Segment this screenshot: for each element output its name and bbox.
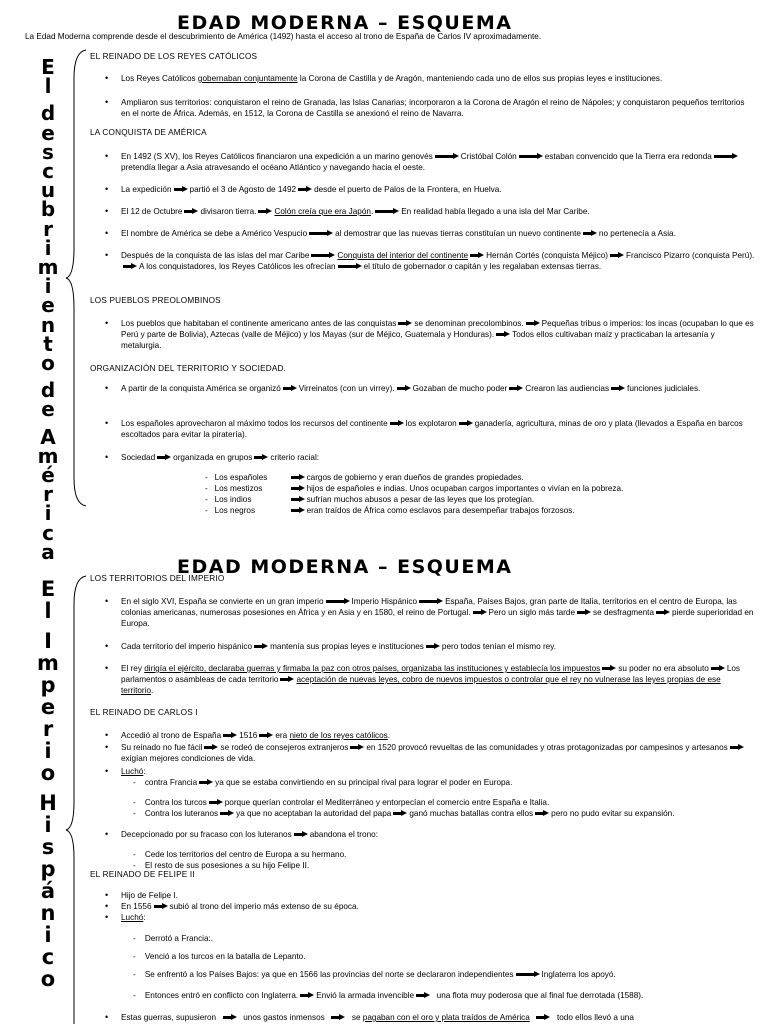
arrow-icon	[711, 665, 725, 672]
arrow-icon	[375, 208, 399, 215]
list-item: Su reinado no fue fácil se rodeó de consejeros extranjeros en 1520 provocó revueltas de las comunidades y otras protagonizadas por campesinos y artesanosexigían mejores condiciones de vida.	[121, 742, 755, 764]
group-row: - Los mestizos hijos de españoles e indias. Unos ocupaban cargos importantes o vivían en la pobreza.	[205, 484, 624, 493]
page-title: EDAD MODERNA – ESQUEMA	[177, 12, 513, 34]
vertical-letter: u	[40, 178, 56, 203]
list-item: El 12 de Octubre divisaron tierra. Colón creía que era Japón. En realidad había llegado a una isla del Mar Caribe.	[121, 207, 590, 216]
bullet: •	[105, 730, 109, 740]
bullet: •	[105, 596, 109, 606]
arrow-icon	[473, 609, 487, 616]
arrow-icon	[298, 186, 312, 193]
bullet: •	[105, 250, 109, 260]
sub-item: - Venció a los turcos en la batalla de Lepanto.	[133, 952, 306, 961]
arrow-icon	[309, 230, 333, 237]
sub-item: - Derrotó a Francia:.	[133, 934, 214, 943]
arrow-icon	[326, 598, 350, 605]
arrow-icon	[294, 831, 308, 838]
vertical-title	[33, 55, 63, 564]
bullet: •	[105, 184, 109, 194]
list-item: Después de la conquista de las islas del mar Caribe Conquista del interior del continente Hernán Cortés (conquista Méjico) Francisco Pizarro (conquista Perú).A los conquistadores, los Reyes Católicos les ofrecían el título de gobernador o capitán y les regalaban extensas tierras.	[121, 251, 755, 271]
vertical-letter: b	[40, 197, 56, 222]
arrow-icon	[291, 507, 305, 514]
vertical-letter: p	[40, 857, 56, 881]
arrow-icon	[154, 903, 168, 910]
arrow-icon	[338, 263, 362, 270]
vertical-letter: E	[40, 577, 56, 601]
arrow-icon	[291, 474, 305, 481]
vertical-letter: e	[41, 120, 55, 145]
bullet: •	[105, 901, 109, 911]
sub-item: - Entonces entró en conflicto con Inglaterra. Envió la armada invencible una flota muy poderosa que al final fue derrotada (1588).	[133, 991, 644, 1000]
section-heading-reyes: EL REINADO DE LOS REYES CATÓLICOS	[90, 52, 258, 61]
bullet: •	[105, 663, 109, 673]
page-title-2: EDAD MODERNA – ESQUEMA	[177, 556, 513, 578]
vertical-letter: n	[40, 901, 56, 925]
list-item: Luchó:	[121, 767, 146, 776]
bullet: •	[105, 318, 109, 328]
arrow-icon	[519, 153, 543, 160]
vertical-letter: A	[40, 424, 56, 449]
left-brace-2	[64, 574, 90, 1024]
vertical-letter: E	[41, 55, 55, 79]
arrow-icon	[199, 779, 213, 786]
arrow-icon	[730, 744, 744, 751]
list-item: Luchó:	[121, 913, 146, 922]
arrow-icon	[496, 331, 510, 338]
list-item: Hijo de Felipe I.	[121, 891, 178, 900]
section-heading-organizacion: ORGANIZACIÓN DEL TERRITORIO Y SOCIEDAD.	[90, 364, 287, 373]
vertical-letter: é	[41, 463, 55, 488]
vertical-letter: á	[40, 879, 56, 903]
arrow-icon	[291, 496, 305, 503]
vertical-letter: a	[41, 539, 55, 564]
sub-item: - Contra los luteranos ya que no aceptaban la autoridad del papa ganó muchas batallas contra ellos pero no pudo evitar su expansión.	[133, 809, 675, 818]
vertical-letter: n	[40, 312, 56, 337]
arrow-icon	[470, 252, 484, 259]
arrow-icon	[331, 1014, 345, 1021]
vertical-letter: i	[44, 274, 52, 299]
arrow-icon	[435, 153, 459, 160]
vertical-letter: m	[37, 255, 59, 280]
vertical-letter: i	[44, 813, 52, 837]
bullet: •	[105, 766, 109, 776]
arrow-icon	[509, 385, 523, 392]
arrow-icon	[459, 420, 473, 427]
vertical-letter: i	[44, 923, 52, 947]
list-item: Cada territorio del imperio hispánico mantenía sus propias leyes e instituciones pero todos tenían el mismo rey.	[121, 642, 556, 651]
bullet: •	[105, 151, 109, 161]
vertical-letter: i	[44, 235, 52, 260]
arrow-icon	[300, 992, 314, 999]
sub-item: - El resto de sus posesiones a su hijo Felipe II.	[133, 861, 310, 870]
section-heading-pueblos: LOS PUEBLOS PREOLOMBINOS	[90, 296, 221, 305]
vertical-letter: i	[44, 739, 52, 763]
bullet: •	[105, 829, 109, 839]
arrow-icon	[184, 208, 198, 215]
arrow-icon	[611, 385, 625, 392]
vertical-letter: c	[42, 520, 54, 545]
vertical-letter: p	[40, 673, 56, 697]
arrow-icon	[283, 385, 297, 392]
list-item: Sociedad organizada en grupos criterio racial:	[121, 453, 320, 462]
section-heading-territorios: LOS TERRITORIOS DEL IMPERIO	[90, 574, 225, 583]
vertical-letter: m	[37, 443, 59, 468]
bullet: •	[105, 73, 109, 83]
arrow-icon	[393, 810, 407, 817]
arrow-icon	[311, 252, 335, 259]
bullet: •	[105, 383, 109, 393]
list-item: La expedición partió el 3 de Agosto de 1492 desde el puerto de Palos de la Frontera, en Huelva.	[121, 185, 502, 194]
vertical-letter: d	[40, 378, 56, 403]
arrow-icon	[398, 320, 412, 327]
bullet: •	[105, 228, 109, 238]
arrow-icon	[610, 252, 624, 259]
bullet: •	[105, 418, 109, 428]
bullet: •	[105, 1012, 109, 1022]
arrow-icon	[123, 263, 137, 270]
arrow-icon	[536, 1014, 550, 1021]
arrow-icon	[397, 385, 411, 392]
vertical-letter: o	[40, 761, 56, 785]
arrow-icon	[174, 186, 188, 193]
arrow-icon	[390, 420, 404, 427]
arrow-icon	[426, 643, 440, 650]
list-item: El rey dirigía el ejército, declaraba guerras y firmaba la paz con otros países, organizaba las instituciones y establecía los impuestos su poder no era absoluto Los parlamentos o asambleas de cada territorio aceptación de nuevas leyes, cobro de nuevos impuestos o controlar que el rey no vulnerase las leyes propias de ese territorio.	[121, 664, 741, 695]
section-heading-conquista: LA CONQUISTA DE AMÉRICA	[90, 128, 207, 137]
vertical-title-2	[33, 578, 63, 990]
list-item: En 1492 (S XV), los Reyes Católicos financiaron una expedición a un marino genovés Cristóbal Colón estaban convencido que la Tierra era redondapretendía llegar a Asia atravesando el océano Atlántico y navegando hacia el oeste.	[121, 151, 755, 173]
arrow-icon	[223, 1014, 237, 1021]
vertical-letter: i	[44, 501, 52, 526]
list-item: En el siglo XVI, España se convierte en un gran imperio Imperio Hispánico España, Países Bajos, gran parte de Italia, territorios en el centro de Europa, las colonias americanas, numerosas posesiones en África y en Asia y en 1580, el reino de Portugal. Pero un siglo más tarde se desfragmenta pierde superioridad en Europa.	[121, 597, 754, 628]
sub-item: - Se enfrentó a los Países Bajos: ya que en 1566 las provincias del norte se declararon independientes Inglaterra los apoyó.	[133, 970, 616, 979]
vertical-letter: I	[44, 629, 52, 653]
group-row: - Los españoles cargos de gobierno y eran dueños de grandes propiedades.	[205, 473, 524, 482]
vertical-letter: o	[40, 967, 56, 991]
arrow-icon	[258, 208, 272, 215]
vertical-letter: l	[44, 599, 52, 623]
arrow-icon	[416, 992, 430, 999]
arrow-icon	[209, 799, 223, 806]
arrow-icon	[577, 609, 591, 616]
arrow-icon	[223, 732, 237, 739]
vertical-letter: t	[43, 331, 53, 356]
arrow-icon	[602, 665, 616, 672]
bullet: •	[105, 641, 109, 651]
vertical-letter: c	[42, 159, 54, 184]
vertical-letter: r	[43, 216, 53, 241]
bullet: •	[105, 97, 109, 107]
arrow-icon	[254, 643, 268, 650]
bullet: •	[105, 912, 109, 922]
arrow-icon	[204, 744, 218, 751]
list-item: A partir de la conquista América se organizó Virreinatos (con un virrey). Gozaban de mucho poder Crearon las audiencias funciones judiciales.	[121, 384, 701, 393]
vertical-letter: r	[43, 482, 53, 507]
vertical-letter: e	[41, 293, 55, 318]
list-item: Decepcionado por su fracaso con los luteranos abandona el trono:	[121, 830, 378, 839]
vertical-letter: e	[40, 695, 56, 719]
list-item: Los pueblos que habitaban el continente americano antes de las conquistas se denominan precolombinos. Pequeñas tribus o imperios: los incas (ocupaban lo que es Perú y parte de Bolivia), Aztecas (valle de Méjico) y los Mayas (sur de Méjico, Guatemala y Honduras). Todos ellos cultivaban maíz y practicaban la artesanía y metalurgia.	[121, 319, 754, 350]
bullet: •	[105, 206, 109, 216]
arrow-icon	[220, 810, 234, 817]
arrow-icon	[714, 153, 738, 160]
arrow-icon	[259, 732, 273, 739]
arrow-icon	[419, 598, 443, 605]
list-item: Accedió al trono de España 1516 era nieto de los reyes católicos.	[121, 731, 391, 740]
bullet: •	[105, 742, 109, 752]
list-item: En 1556 subió al trono del imperio más extenso de su época.	[121, 902, 359, 911]
arrow-icon	[280, 676, 294, 683]
sub-item: - Contra los turcos porque querían controlar el Mediterráneo y entorpecían el comercio entre España e Italia.	[133, 798, 550, 807]
list-item: Ampliaron sus territorios: conquistaron el reino de Granada, las Islas Canarias; incorporaron a la Corona de Aragón el reino de Nápoles; y conquistaron pequeños territorios en el norte de África. Además, en 1512, la Corona de Castilla se anexionó el reino de Navarra.	[121, 98, 745, 118]
sub-item: - Cede los territorios del centro de Europa a su hermano.	[133, 850, 347, 859]
bullet: •	[105, 452, 109, 462]
group-row: - Los negros eran traídos de África como esclavos para desempeñar trabajos forzosos.	[205, 506, 575, 515]
arrow-icon	[254, 454, 268, 461]
list-item: Los Reyes Católicos gobernaban conjuntamente la Corona de Castilla y de Aragón, manteniendo cada uno de ellos sus propias leyes e instituciones.	[121, 74, 663, 83]
vertical-letter: s	[42, 139, 54, 164]
arrow-icon	[526, 320, 540, 327]
bullet: •	[105, 890, 109, 900]
vertical-letter: r	[42, 717, 54, 741]
section-heading-felipe: EL REINADO DE FELIPE II	[90, 870, 195, 879]
vertical-letter: l	[44, 74, 52, 99]
vertical-letter: o	[41, 351, 55, 376]
arrow-icon	[535, 810, 549, 817]
list-item: Los españoles aprovecharon al máximo todos los recursos del continente los explotaron ganadería, agricultura, minas de oro y plata (llevados a España en barcos escoltados para evitar la piratería).	[121, 419, 743, 439]
vertical-letter: c	[41, 945, 55, 969]
sub-item: - contra Francia ya que se estaba convirtiendo en su principal rival para lograr el poder en Europa.	[133, 778, 513, 787]
list-item: El nombre de América se debe a Américo Vespucio al demostrar que las nuevas tierras constituían un nuevo continente no pertenecía a Asia.	[121, 229, 676, 238]
vertical-letter: H	[39, 791, 57, 815]
arrow-icon	[157, 454, 171, 461]
arrow-icon	[291, 485, 305, 492]
list-item: Estas guerras, supusieron unos gastos inmensos se pagaban con el oro y plata traídos de América todo ellos llevó a una	[121, 1013, 634, 1022]
left-brace	[64, 48, 90, 508]
arrow-icon	[583, 230, 597, 237]
vertical-letter: d	[40, 101, 56, 126]
vertical-letter: e	[41, 397, 55, 422]
vertical-letter: s	[41, 835, 55, 859]
vertical-letter: m	[37, 651, 59, 675]
group-row: - Los indios sufrían muchos abusos a pesar de las leyes que los protegían.	[205, 495, 535, 504]
arrow-icon	[350, 744, 364, 751]
arrow-icon	[516, 971, 540, 978]
groups-list	[205, 472, 623, 516]
arrow-icon	[656, 609, 670, 616]
section-heading-carlos: EL REINADO DE CARLOS I	[90, 708, 198, 717]
intro-text: La Edad Moderna comprende desde el descubrimiento de América (1492) hasta el acceso al trono de España de Carlos IV aproximadamente.	[25, 32, 542, 41]
